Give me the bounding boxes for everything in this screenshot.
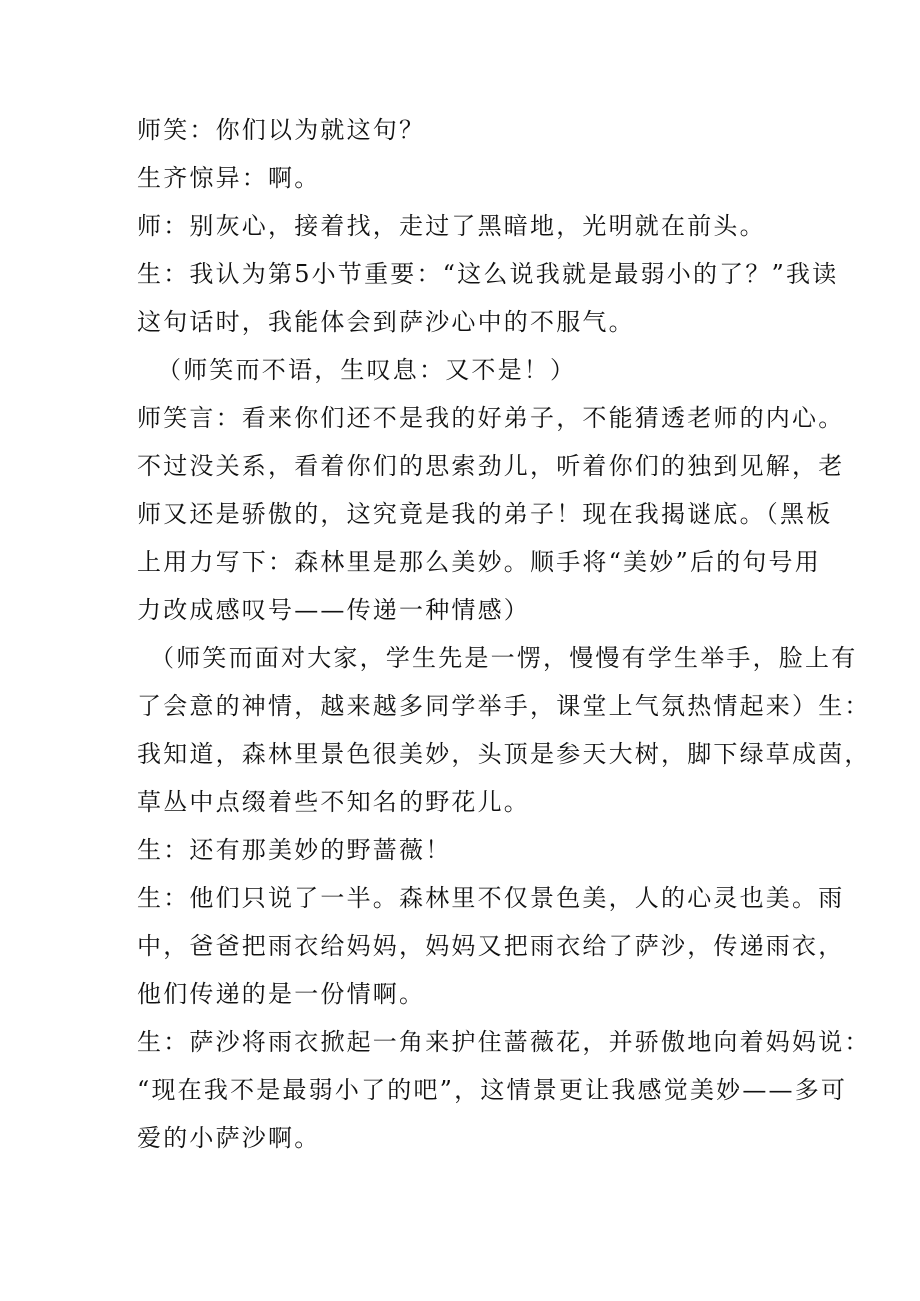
text-line: 他们传递的是一份情啊。 bbox=[137, 980, 426, 1008]
text-line: 这句话时，我能体会到萨沙心中的不服气。 bbox=[137, 308, 635, 336]
text-line: （师笑而面对大家，学生先是一愣，慢慢有学生举手，脸上有 bbox=[150, 644, 858, 672]
text-line: 师又还是骄傲的，这究竟是我的弟子！现在我揭谜底。（黑板 bbox=[137, 500, 833, 528]
text-line: 生齐惊异：啊。 bbox=[137, 164, 321, 192]
text-line: 师笑：你们以为就这句？ bbox=[137, 116, 426, 144]
text-line: “现在我不是最弱小了的吧”，这情景更让我感觉美妙——多可 bbox=[137, 1076, 848, 1104]
text-line: 生：萨沙将雨衣掀起一角来护住蔷薇花，并骄傲地向着妈妈说： bbox=[137, 1028, 871, 1056]
text-line: 生：他们只说了一半。森林里不仅景色美，人的心灵也美。雨 bbox=[137, 884, 845, 912]
text-line: （师笑而不语，生叹息：又不是！） bbox=[157, 356, 577, 384]
text-line: 师：别灰心，接着找，走过了黑暗地，光明就在前头。 bbox=[137, 212, 766, 240]
text-line: 上用力写下：森林里是那么美妙。顺手将“美妙”后的句号用 bbox=[137, 548, 821, 576]
text-line: 爱的小萨沙啊。 bbox=[137, 1124, 321, 1152]
text-line: 力改成感叹号——传递一种情感） bbox=[137, 596, 530, 624]
text-line: 我知道，森林里景色很美妙，头顶是参天大树，脚下绿草成茵， bbox=[137, 740, 871, 768]
text-line: 生：我认为第5小节重要：“这么说我就是最弱小的了？”我读 bbox=[137, 260, 839, 288]
text-line: 草丛中点缀着些不知名的野花儿。 bbox=[137, 788, 530, 816]
text-line: 了会意的神情，越来越多同学举手，课堂上气氛热情起来）生： bbox=[137, 692, 871, 720]
text-line: 中，爸爸把雨衣给妈妈，妈妈又把雨衣给了萨沙，传递雨衣， bbox=[137, 932, 845, 960]
text-line: 不过没关系，看着你们的思索劲儿，听着你们的独到见解，老 bbox=[137, 452, 845, 480]
text-line: 生：还有那美妙的野蔷薇！ bbox=[137, 836, 452, 864]
text-line: 师笑言：看来你们还不是我的好弟子，不能猜透老师的内心。 bbox=[137, 404, 845, 432]
